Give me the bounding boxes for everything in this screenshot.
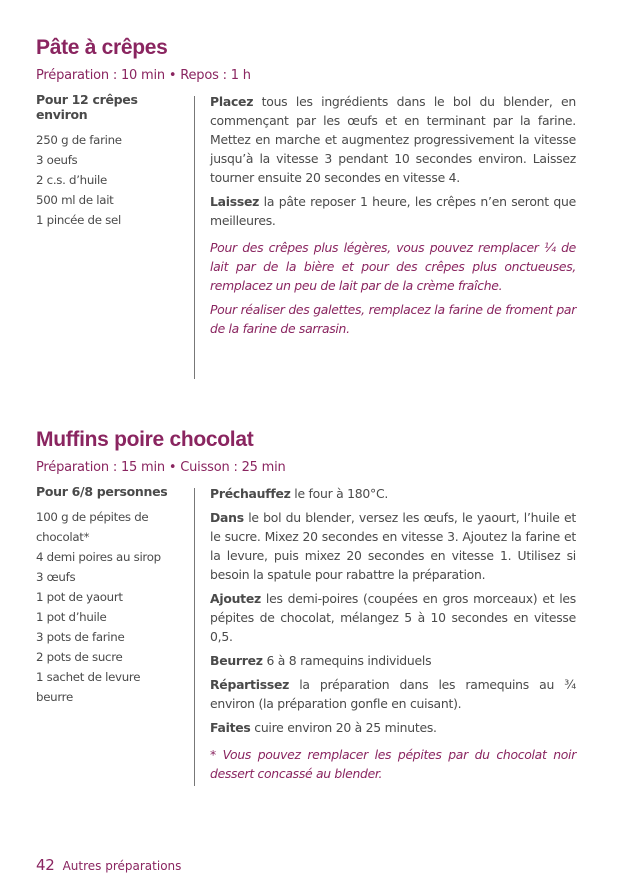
instruction-step	[210, 192, 576, 230]
recipe-meta: Préparation : 10 min • Repos : 1 h	[36, 68, 251, 83]
ingredient: 3 œufs	[36, 570, 76, 584]
instruction-step	[210, 508, 576, 584]
ingredient: 1 pot d’huile	[36, 610, 107, 624]
page-footer	[36, 855, 181, 874]
step-text: la pâte reposer 1 heure, les crêpes n’en seront que meilleures.	[210, 194, 576, 228]
instructions-column	[210, 92, 576, 343]
recipe-tip: Pour des crêpes plus légères, vous pouvez remplacer ¼ de lait par de la bière et pour des crêpes plus onctueuses, remplacez un peu de lait par de la crème fraîche.	[210, 240, 576, 293]
recipe-title: Pâte à crêpes	[36, 36, 168, 59]
ingredient: chocolat*	[36, 530, 90, 544]
recipe-meta: Préparation : 15 min • Cuisson : 25 min	[36, 460, 286, 475]
recipe-title: Muffins poire chocolat	[36, 428, 254, 451]
step-verb: Dans	[210, 510, 244, 525]
ingredients-column	[36, 92, 191, 230]
recipe-tip: * Vous pouvez remplacer les pépites par du chocolat noir dessert concassé au blender.	[210, 747, 576, 781]
step-verb: Préchauffez	[210, 486, 291, 501]
section-name: Autres préparations	[62, 859, 182, 873]
recipe-tip: Pour réaliser des galettes, remplacez la farine de froment par de la farine de sarrasin.	[210, 302, 576, 336]
yield: Pour 6/8 personnes	[36, 484, 168, 499]
instruction-step	[210, 589, 576, 646]
ingredient: 1 pot de yaourt	[36, 590, 123, 604]
ingredient: 500 ml de lait	[36, 193, 114, 207]
ingredient: 2 pots de sucre	[36, 650, 123, 664]
recipe-crepes	[36, 36, 602, 336]
ingredient: 100 g de pépites de	[36, 510, 149, 524]
instruction-step	[210, 484, 576, 503]
step-verb: Placez	[210, 94, 254, 109]
step-text: cuire environ 20 à 25 minutes.	[250, 720, 437, 735]
step-text: le bol du blender, versez les œufs, le yaourt, l’huile et le sucre. Mixez 20 secondes en vitesse 3. Ajoutez la farine et la levure, puis mixez 20 secondes en vitesse 1. Utilisez si besoin la spatule pour rabattre la préparation.	[210, 510, 576, 582]
step-text: la préparation dans les ramequins au ¾ environ (la préparation gonfle en cuisant).	[210, 677, 576, 711]
instruction-step	[210, 718, 576, 737]
ingredient: 4 demi poires au sirop	[36, 550, 161, 564]
ingredient: 1 sachet de levure	[36, 670, 141, 684]
step-verb: Répartissez	[210, 677, 290, 692]
ingredient: 250 g de farine	[36, 133, 122, 147]
ingredient-list	[36, 507, 191, 707]
instruction-step	[210, 651, 576, 670]
ingredient: 2 c.s. d’huile	[36, 173, 107, 187]
step-verb: Laissez	[210, 194, 260, 209]
instruction-step	[210, 675, 576, 713]
step-text: tous les ingrédients dans le bol du blender, en commençant par les œufs et en terminant par la farine. Mettez en marche et augmentez progressivement la vitesse jusqu’à la vitesse 3 pendant 10 secondes environ. Laissez tourner ensuite 20 secondes en vitesse 4.	[210, 94, 576, 185]
step-text: le four à 180°C.	[290, 486, 389, 501]
step-text: les demi-poires (coupées en gros morceaux) et les pépites de chocolat, mélangez 5 à 10 secondes en vitesse 0,5.	[210, 591, 576, 644]
yield: Pour 12 crêpes environ	[36, 92, 138, 122]
recipe-muffins	[36, 428, 602, 781]
ingredient: 3 pots de farine	[36, 630, 125, 644]
ingredient: 1 pincée de sel	[36, 213, 121, 227]
ingredient-list	[36, 130, 191, 230]
step-verb: Faites	[210, 720, 251, 735]
column-divider	[194, 488, 195, 786]
instructions-column	[210, 484, 576, 788]
ingredient: 3 oeufs	[36, 153, 78, 167]
page-number: 42	[36, 856, 55, 874]
step-verb: Ajoutez	[210, 591, 261, 606]
step-text: 6 à 8 ramequins individuels	[262, 653, 432, 668]
step-verb: Beurrez	[210, 653, 263, 668]
column-divider	[194, 96, 195, 379]
ingredient: beurre	[36, 690, 73, 704]
ingredients-column	[36, 484, 191, 707]
instruction-step	[210, 92, 576, 187]
